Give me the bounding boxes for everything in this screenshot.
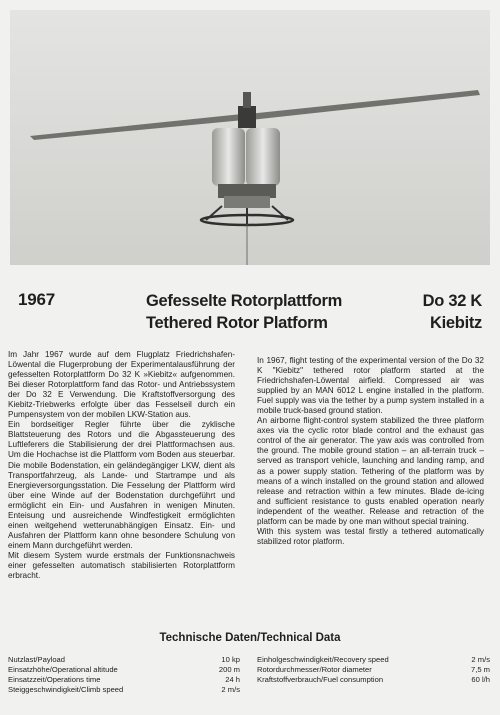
page-header [18, 290, 482, 336]
german-paragraph: Ein bordseitiger Regler führte über die zyklische Blattsteuerung des Rotors und die Abgassteuerung des Luftleferers die Stabilisierung der drei Plattformachsen aus. Um die Hochachse ist die Plattform vom Boden aus steuerbar. Die mobile Bodenstation, ein geländegängiger LKW, dient als Transportfahrzeug, als Lande- und Startrampe und als Energieversorgungsstation. Die Fesselung der Plattform wird über eine Winde auf der Bodenstation durchgeführt und ermöglicht ein Ein- und Ausfahren in wenigen Minuten. Enteisung und ausreichende Windfestigkeit ermöglichten einen weitgehend wetterunabhängigen Einsatz. Ein- und Ausfahren der Plattform kann ohne besondere Schulung von einem Mann durchgeführt werden. [8, 420, 235, 550]
spec-label: Nutzlast/Payload [8, 655, 65, 664]
spec-row [8, 665, 240, 675]
technical-data-left [8, 655, 240, 695]
spec-row [8, 655, 240, 665]
spec-label: Einsatzhöhe/Operational altitude [8, 665, 118, 674]
model-name: Kiebitz [430, 314, 482, 332]
technical-data-title: Technische Daten/Technical Data [159, 632, 341, 644]
spec-value: 2 m/s [471, 655, 490, 664]
german-paragraph: Mit diesem System wurde erstmals der Funktionsnachweis einer gefesselten automatisch stabilisierten Rotorplattform erbracht. [8, 550, 235, 581]
title-german: Gefesselte Rotorplattform [146, 292, 343, 310]
platform-photo [10, 10, 490, 265]
title-block [146, 290, 342, 334]
german-paragraph: Im Jahr 1967 wurde auf dem Flugplatz Friedrichshafen-Löwental die Flugerprobung der Experimentalausführung der gefesselten Rotorplattform Do 32 K »Kiebitz« aufgenommen. Bei dieser Rotorplattform fand das Rotor- und Antriebssystem der Do 32 E Verwendung. Die Kraftstoffversorgung des Kiebitz-Triebwerks erfolgte über das Fesselseil durch ein Pumpensystem von der mobilen LKW-Station aus. [8, 350, 235, 420]
spec-value: 200 m [218, 665, 240, 674]
model-designation: Do 32 K [422, 292, 482, 310]
spec-label: Einholgeschwindigkeit/Recovery speed [257, 655, 389, 664]
title-english: Tethered Rotor Platform [146, 314, 328, 332]
german-text-column [8, 350, 235, 581]
model-block [423, 290, 482, 334]
english-paragraph: With this system was testal firstly a tethered automatically stabilized rotor platform. [257, 526, 484, 546]
year-heading: 1967 [18, 290, 56, 309]
spec-row [8, 685, 240, 695]
spec-value: 60 l/h [471, 675, 490, 684]
english-paragraph: An airborne flight-control system stabilized the three platform axes via the cyclic rotor blade control and the exhaust gas control of the air generator. The yaw axis was controlled from the ground. The mobile ground station – an all-terrain truck – served as transport vehicle, launching and landing ramp, and as a power supply station. Tethering of the platform was by means of a winch installed on the ground station and allowed release and retraction within a few minutes. Blade de-icing and sufficient resistance to gusts enabled operation nearly independent of the weather. Release and retraction of the platform can be made by one man without special training. [257, 416, 484, 526]
spec-label: Steiggeschwindigkeit/Climb speed [8, 685, 124, 694]
english-text-column [257, 356, 484, 547]
spec-value: 10 kp [221, 655, 240, 664]
english-paragraph: In 1967, flight testing of the experimental version of the Do 32 K "Kiebitz" tethered rotor platform started at the Friedrichshafen-Löwental airfield. Compressed air was supplied by an MAN 6012 L engine installed in the platform. Fuel supply was via the tether by a pump system installed in a mobile truck-based ground station. [257, 356, 484, 416]
spec-value: 7,5 m [471, 665, 490, 674]
technical-data-right [257, 655, 490, 685]
spec-value: 24 h [225, 675, 240, 684]
spec-label: Einsatzzeit/Operations time [8, 675, 101, 684]
spec-label: Rotordurchmesser/Rotor diameter [257, 665, 372, 674]
spec-row [257, 665, 490, 675]
rotor-platform-illustration [10, 10, 490, 265]
spec-row [257, 675, 490, 685]
spec-row [257, 655, 490, 665]
spec-value: 2 m/s [221, 685, 240, 694]
spec-label: Kraftstoffverbrauch/Fuel consumption [257, 675, 384, 684]
spec-row [8, 675, 240, 685]
